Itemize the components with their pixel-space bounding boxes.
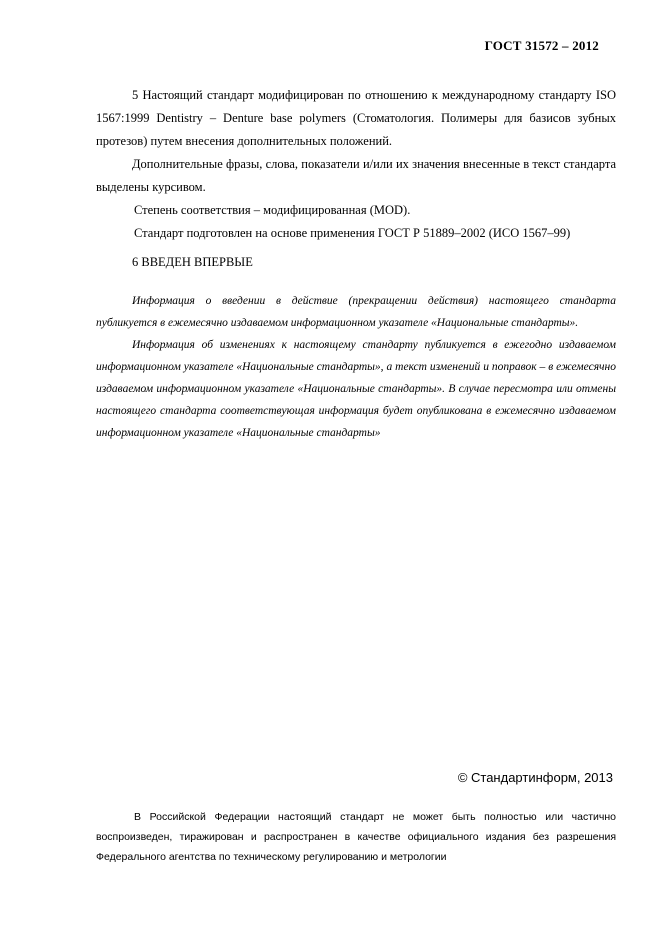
paragraph-additional-phrases: Дополнительные фразы, слова, показатели и/или их значения внесенные в текст стандарта выделены курсивом. <box>96 157 616 194</box>
publication-info <box>96 290 616 444</box>
info-paragraph-introduction: Информация о введении в действие (прекращении действия) настоящего стандарта публикуется в ежемесячно издаваемом информационном указателе «Национальные стандарты». <box>96 295 616 329</box>
paragraph-prepared-basis: Стандарт подготовлен на основе применения ГОСТ Р 51889–2002 (ИСО 1567–99) <box>134 226 571 240</box>
main-text <box>96 84 616 287</box>
paragraph-5: 5 Настоящий стандарт модифицирован по отношению к международному стандарту ISO 1567:1999 Dentistry – Denture base polymers (Стоматология. Полимеры для базисов зубных протезов) путем внесения дополнительных положений. <box>96 88 616 148</box>
reproduction-notice-text: В Российской Федерации настоящий стандарт не может быть полностью или частично воспроизведен, тиражирован и распространен в качестве официального издания без разрешения Федерального агентства по техническому регулированию и метрологии <box>96 811 616 863</box>
reproduction-notice <box>96 807 616 867</box>
info-paragraph-changes: Информация об изменениях к настоящему стандарту публикуется в ежегодно издаваемом информационном указателе «Национальные стандарты», а текст изменений и поправок – в ежемесячно издаваемом информационном указателе «Национальные стандарты». В случае пересмотра или отмены настоящего стандарта соответствующая информация будет опубликована в ежемесячно издаваемом информационном указателе «Национальные стандарты» <box>96 339 616 439</box>
copyright-notice: © Стандартинформ, 2013 <box>457 770 613 785</box>
paragraph-degree-of-conformity: Степень соответствия – модифицированная (MOD). <box>134 203 411 217</box>
document-number: ГОСТ 31572 – 2012 <box>484 38 599 53</box>
section-6-heading: 6 ВВЕДЕН ВПЕРВЫЕ <box>132 255 253 269</box>
